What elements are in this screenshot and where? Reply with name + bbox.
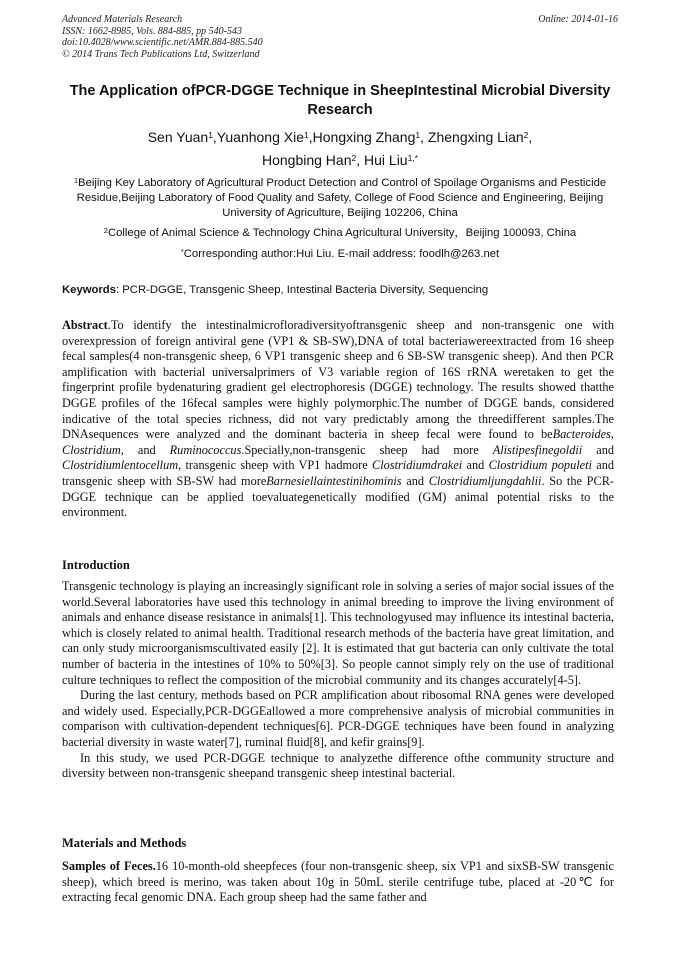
affiliation-mark: 1 bbox=[73, 176, 79, 185]
author-affil-mark: 2 bbox=[523, 130, 529, 140]
abstract-text: and bbox=[462, 458, 489, 473]
author-name: , Hui Liu bbox=[356, 152, 408, 168]
methods-subheading: Samples of Feces. bbox=[62, 859, 156, 873]
keywords-text: : PCR-DGGE, Transgenic Sheep, Intestinal Bacteria Diversity, Sequencing bbox=[116, 284, 489, 296]
author-name: Hongbing Han bbox=[261, 152, 352, 168]
author-name: ,Hongxing Zhang bbox=[308, 129, 416, 145]
abstract bbox=[62, 318, 614, 521]
abstract-text: and bbox=[582, 442, 614, 457]
author-line-1: Sen Yuan$^1$,Yuanhong Xie$^1$,Hongxing Zhang$^1$, Zhengxing Lian$^2$, bbox=[147, 129, 533, 145]
bacteria-name: Alistipesfinegoldii bbox=[492, 442, 583, 457]
affiliation-mark: 2 bbox=[103, 226, 108, 235]
introduction-body bbox=[62, 579, 614, 782]
bacteria-name: Clostridium bbox=[62, 442, 121, 457]
bacteria-name: Bacteroides bbox=[552, 427, 611, 442]
author-name: Sen Yuan bbox=[147, 129, 209, 145]
keywords bbox=[62, 283, 618, 298]
keywords-label: Keywords bbox=[62, 284, 116, 296]
methods-text: 16 10-month-old sheepfeces (four non-transgenic sheep, six VP1 and sixSB-SW transgenic sheep), which breed is merino, was taken about 10g in 50mL sterile centrifuge tube, placed at -20℃ for extracting fecal genomic DNA. Each group sheep had the same father and bbox=[62, 859, 614, 905]
abstract-paragraph bbox=[62, 318, 614, 521]
abstract-text: .To identify the intestinalmicrofloradiversityoftransgenic sheep and non-transgenic one with overexpression of foreign antiviral gene (VP1 & SB-SW),DNA of total bacteriawereextracted from 16 sheep fecal samples(4 non-transgenic sheep, 6 VP1 transgenic sheep and 6 SB-SW transgenic sheep). And then PCR amplification with bacterial universalprimers of V3 variable region of 16S rRNA weretaken to get the fingerprint profile bydenaturing gradient gel electrophoresis (DGGE) technology. The results showed thatthe DGGE profiles of the 16fecal samples were highly polymorphic.The number of DGGE bands, considered indicative of the total species richness, did not vary predictably among the threedifferent samples.The DNAsequences were analyzed and the dominant bacteria in sheep fecal were found to be bbox=[62, 318, 614, 442]
corresponding-author bbox=[62, 247, 618, 262]
methods-body bbox=[62, 859, 614, 906]
paper-title: The Application ofPCR-DGGE Technique in SheepIntestinal Microbial Diversity Research bbox=[69, 83, 611, 118]
abstract-label: Abstract bbox=[62, 318, 108, 332]
journal-name: Advanced Materials Research bbox=[62, 14, 183, 25]
author-name: ,Yuanhong Xie bbox=[212, 129, 305, 145]
bacteria-name: Clostridium populeti bbox=[488, 458, 592, 473]
author-affil-mark: 1 bbox=[415, 130, 421, 140]
bacteria-name: Ruminococcus bbox=[169, 442, 242, 457]
affiliation-text: Beijing Key Laboratory of Agricultural Product Detection and Control of Spoilage Organisms and Pesticide Residue,Beijing Laboratory of Food Quality and Safety, College of Food Science and Engineering, Beijing University of Agriculture, Beijing 102206, China bbox=[76, 177, 607, 219]
abstract-text: and transgenic sheep with SB-SW had more bbox=[62, 458, 614, 488]
affiliation-2 bbox=[62, 226, 618, 241]
bacteria-name: Clostridiumljungdahlii bbox=[428, 473, 542, 488]
affiliation-text: College of Animal Science & Technology China Agricultural University，Beijing 100093, China bbox=[107, 227, 577, 239]
introduction-paragraph: Transgenic technology is playing an increasingly significant role in solving a series of major social issues of the world.Several laboratories have used this technology in animal breeding to improve the living environment of animals and enhance disease resistance in animals[1]. This technologyused may influence its intestinal bacteria, which is closely related to animal health. Traditional research methods of the bacteria have great limitation, and can only study microorganismscultivated easily [2]. It is estimated that gut bacteria can only cultivate the total number of bacteria in the intestines of 10% to 50%[3]. So people cannot simply rely on the use of traditional culture techniques to reflect the composition of the microbial community and its changes accurately[4-5]. bbox=[62, 579, 614, 687]
author-affil-mark: 1 bbox=[208, 130, 213, 140]
abstract-text: , bbox=[610, 427, 614, 442]
author-affil-mark: 1,* bbox=[407, 153, 418, 163]
journal-header bbox=[62, 14, 618, 60]
bacteria-name: Clostridiumdrakei bbox=[372, 458, 463, 473]
copyright-line: © 2014 Trans Tech Publications Ltd, Switzerland bbox=[62, 48, 260, 60]
author-affil-mark: 1 bbox=[304, 130, 309, 140]
abstract-text: , and bbox=[120, 442, 170, 457]
abstract-text: and bbox=[401, 473, 429, 488]
abstract-text: , transgenic sheep with VP1 hadmore bbox=[178, 458, 373, 473]
issn-line: ISSN: 1662-8985, Vols. 884-885, pp 540-543 bbox=[62, 25, 242, 37]
affiliation-1 bbox=[62, 176, 618, 220]
introduction-heading: Introduction bbox=[62, 558, 130, 572]
doi-link[interactable]: doi:10.4028/www.scientific.net/AMR.884-885.540 bbox=[62, 37, 263, 48]
introduction-paragraph: During the last century, methods based on PCR amplification about ribosomal RNA genes were developed and widely used. Especially,PCR-DGGEallowed a more comprehensive analysis of microbial communities in comparison with cultivation-dependent techniques[6]. PCR-DGGE techniques have been found in analyzing bacterial diversity in waste water[7], ruminal fluid[8], and kefir grains[9]. bbox=[62, 688, 614, 749]
abstract-text: .Specially,non-transgenic sheep had more bbox=[241, 442, 493, 457]
methods-heading: Materials and Methods bbox=[62, 836, 187, 850]
author-line-2 bbox=[62, 149, 618, 172]
author-name: , Zhengxing Lian bbox=[420, 129, 524, 145]
author-list bbox=[62, 126, 618, 172]
author-affil-mark: 2 bbox=[351, 153, 357, 163]
bacteria-name: Barnesiellaintestinihominis bbox=[266, 473, 402, 488]
abstract-text: . So the PCR-DGGE technique can be applied toevaluategenetically modified (GM) animal potential risks to the environment. bbox=[62, 473, 614, 520]
corresponding-mark: * bbox=[180, 247, 184, 256]
methods-paragraph bbox=[62, 859, 614, 906]
corresponding-text: Corresponding author:Hui Liu. E-mail address: foodlh@263.net bbox=[183, 248, 500, 260]
introduction-paragraph: In this study, we used PCR-DGGE technique to analyzethe difference ofthe community structure and diversity between non-transgenic sheepand transgenic sheep intestinal bacterial. bbox=[62, 750, 614, 781]
online-date: Online: 2014-01-16 bbox=[538, 14, 618, 25]
bacteria-name: Clostridiumlentocellum bbox=[62, 458, 179, 473]
